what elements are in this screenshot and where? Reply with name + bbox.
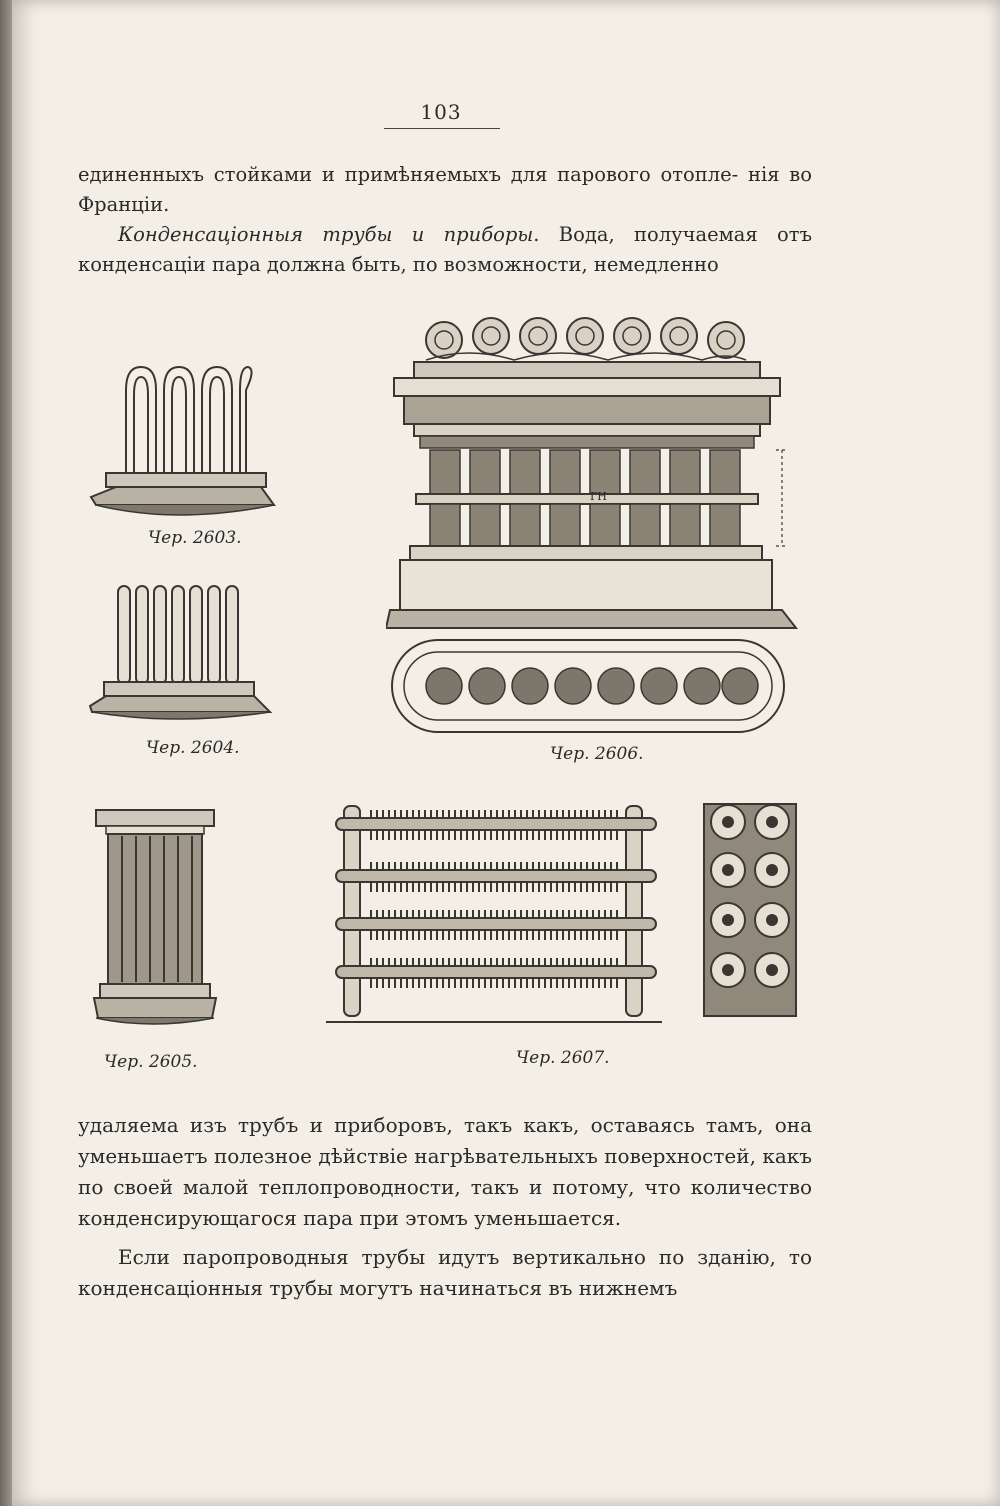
top-paragraph-1 bbox=[78, 160, 812, 220]
caption-2604: Чер. 2604. bbox=[146, 738, 240, 758]
figure-2603-illustration bbox=[86, 355, 278, 525]
top-line-2: нія во Франціи. bbox=[78, 163, 812, 216]
page-number-rule bbox=[384, 128, 500, 129]
top-line-1: единенныхъ стойками и примѣняемыхъ для парового отопле- bbox=[78, 163, 739, 186]
figure-2606-label: ГН bbox=[590, 490, 607, 503]
page-number: 103 bbox=[420, 100, 462, 124]
top-paragraph-2 bbox=[78, 220, 812, 280]
bottom-paragraph-1: удаляема изъ трубъ и приборовъ, такъ какъ, оставаясь тамъ, она уменьшаетъ полезное дѣйствіе нагрѣвательныхъ поверхностей, какъ по своей малой теплопроводности, такъ и потому, что количество конденсирующагося пара при этомъ уменьшается. bbox=[78, 1113, 812, 1230]
figure-2607-side-view bbox=[696, 800, 804, 1022]
figure-2605-illustration bbox=[92, 806, 218, 1032]
bottom-text-block bbox=[78, 1110, 812, 1304]
section-heading-italic: Конденсаціонныя трубы и приборы bbox=[118, 223, 534, 246]
top-paragraph-2-text: . Вода, получаемая отъ конденсаціи пара должна быть, по возможности, немедленно bbox=[78, 223, 812, 276]
caption-2603: Чер. 2603. bbox=[148, 528, 242, 548]
caption-2606: Чер. 2606. bbox=[550, 744, 644, 764]
caption-2607: Чер. 2607. bbox=[516, 1048, 610, 1068]
bottom-paragraph-2: Если паропроводныя трубы идутъ вертикально по зданію, то конденсаціонныя трубы могутъ начинаться въ нижнемъ bbox=[78, 1245, 812, 1300]
figure-2606-illustration bbox=[386, 312, 806, 744]
top-text-block bbox=[78, 160, 812, 280]
figure-2604-illustration bbox=[86, 578, 272, 728]
caption-2605: Чер. 2605. bbox=[104, 1052, 198, 1072]
figure-2607-illustration bbox=[326, 800, 662, 1026]
